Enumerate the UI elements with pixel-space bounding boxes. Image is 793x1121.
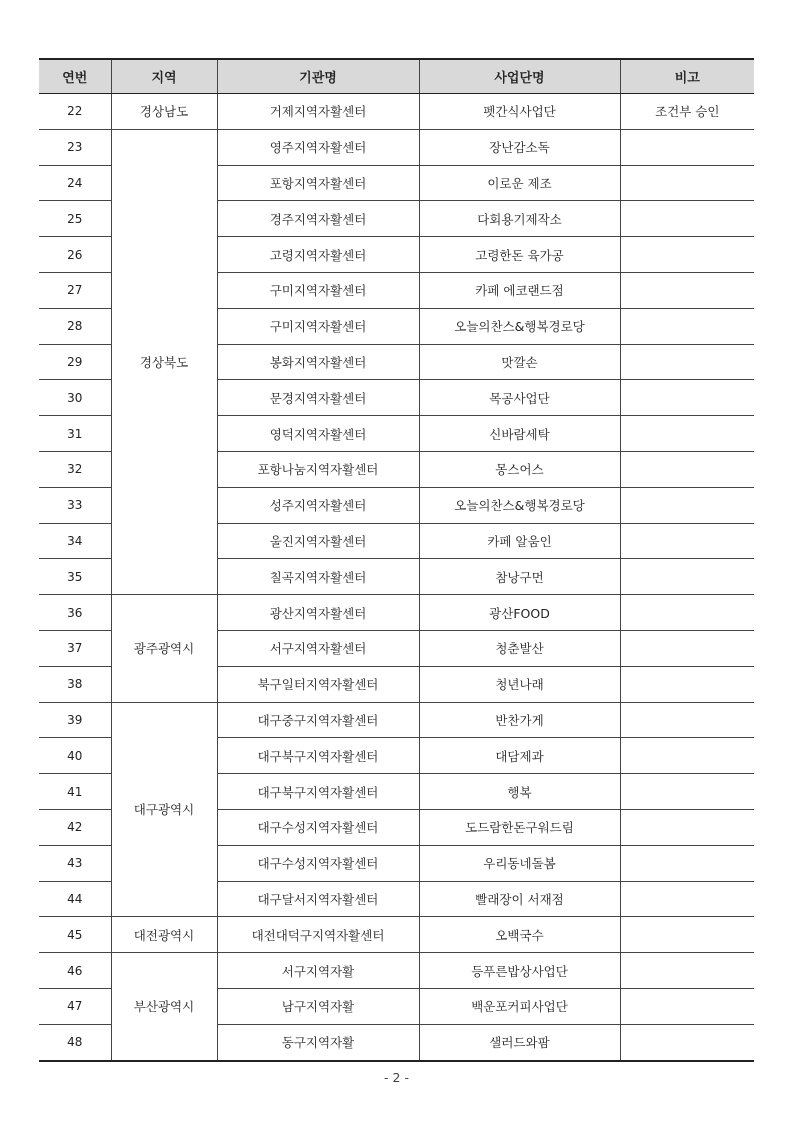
row-number: 24 [39, 165, 111, 201]
business-name: 참낭구먼 [419, 559, 620, 595]
table-header-row [39, 59, 754, 94]
table-body [39, 94, 754, 1061]
note-cell [620, 487, 754, 523]
business-name: 몽스어스 [419, 451, 620, 487]
business-name: 등푸른밥상사업단 [419, 953, 620, 989]
row-number: 38 [39, 666, 111, 702]
row-number: 44 [39, 881, 111, 917]
note-cell [620, 738, 754, 774]
note-cell [620, 451, 754, 487]
table-row [39, 953, 754, 989]
business-name: 장난감소독 [419, 129, 620, 165]
row-number: 25 [39, 201, 111, 237]
row-number: 47 [39, 988, 111, 1024]
region-cell: 부산광역시 [111, 953, 217, 1061]
note-cell [620, 595, 754, 631]
region-cell: 광주광역시 [111, 595, 217, 702]
org-name: 구미지역자활센터 [217, 308, 419, 344]
org-name: 영덕지역자활센터 [217, 416, 419, 452]
row-number: 33 [39, 487, 111, 523]
note-cell [620, 809, 754, 845]
business-name: 오백국수 [419, 917, 620, 953]
org-name: 동구지역자활 [217, 1024, 419, 1060]
note-cell [620, 272, 754, 308]
business-name: 다회용기제작소 [419, 201, 620, 237]
business-name: 우리동네돌봄 [419, 845, 620, 881]
org-name: 대구수성지역자활센터 [217, 845, 419, 881]
org-name: 대구달서지역자활센터 [217, 881, 419, 917]
row-number: 28 [39, 308, 111, 344]
note-cell: 조건부 승인 [620, 94, 754, 130]
row-number: 23 [39, 129, 111, 165]
note-cell [620, 344, 754, 380]
row-number: 43 [39, 845, 111, 881]
business-name: 대담제과 [419, 738, 620, 774]
org-name: 서구지역자활 [217, 953, 419, 989]
org-name: 북구일터지역자활센터 [217, 666, 419, 702]
org-name: 대구북구지역자활센터 [217, 738, 419, 774]
header-region: 지역 [111, 59, 217, 94]
row-number: 26 [39, 237, 111, 273]
business-name: 청년나래 [419, 666, 620, 702]
business-name: 도드람한돈구워드림 [419, 809, 620, 845]
region-cell: 경상남도 [111, 94, 217, 130]
business-name: 목공사업단 [419, 380, 620, 416]
org-name: 서구지역자활센터 [217, 630, 419, 666]
row-number: 40 [39, 738, 111, 774]
note-cell [620, 308, 754, 344]
row-number: 32 [39, 451, 111, 487]
business-name: 고령한돈 육가공 [419, 237, 620, 273]
org-name: 경주지역자활센터 [217, 201, 419, 237]
header-note: 비고 [620, 59, 754, 94]
page-number: - 2 - [384, 1070, 409, 1085]
business-name: 광산FOOD [419, 595, 620, 631]
header-business: 사업단명 [419, 59, 620, 94]
table-row [39, 94, 754, 130]
business-name: 백운포커피사업단 [419, 988, 620, 1024]
row-number: 39 [39, 702, 111, 738]
org-name: 대구수성지역자활센터 [217, 809, 419, 845]
business-name: 청춘발산 [419, 630, 620, 666]
org-name: 거제지역자활센터 [217, 94, 419, 130]
region-cell: 경상북도 [111, 129, 217, 594]
org-name: 칠곡지역자활센터 [217, 559, 419, 595]
business-name: 이로운 제조 [419, 165, 620, 201]
note-cell [620, 129, 754, 165]
table-row [39, 595, 754, 631]
org-name: 울진지역자활센터 [217, 523, 419, 559]
note-cell [620, 881, 754, 917]
business-name: 신바람세탁 [419, 416, 620, 452]
org-name: 포항지역자활센터 [217, 165, 419, 201]
business-name: 펫간식사업단 [419, 94, 620, 130]
note-cell [620, 845, 754, 881]
note-cell [620, 416, 754, 452]
row-number: 22 [39, 94, 111, 130]
header-org: 기관명 [217, 59, 419, 94]
note-cell [620, 702, 754, 738]
row-number: 35 [39, 559, 111, 595]
note-cell [620, 666, 754, 702]
note-cell [620, 988, 754, 1024]
note-cell [620, 774, 754, 810]
org-name: 남구지역자활 [217, 988, 419, 1024]
org-name: 고령지역자활센터 [217, 237, 419, 273]
org-name: 문경지역자활센터 [217, 380, 419, 416]
note-cell [620, 630, 754, 666]
org-name: 영주지역자활센터 [217, 129, 419, 165]
business-name: 오늘의찬스&행복경로당 [419, 308, 620, 344]
table-row [39, 129, 754, 165]
row-number: 37 [39, 630, 111, 666]
org-name: 대구북구지역자활센터 [217, 774, 419, 810]
row-number: 42 [39, 809, 111, 845]
region-cell: 대구광역시 [111, 702, 217, 917]
business-name: 행복 [419, 774, 620, 810]
row-number: 46 [39, 953, 111, 989]
note-cell [620, 201, 754, 237]
org-name: 성주지역자활센터 [217, 487, 419, 523]
row-number: 29 [39, 344, 111, 380]
institution-table [39, 58, 754, 1062]
row-number: 34 [39, 523, 111, 559]
org-name: 대전대덕구지역자활센터 [217, 917, 419, 953]
row-number: 48 [39, 1024, 111, 1060]
note-cell [620, 523, 754, 559]
business-name: 카페 알움인 [419, 523, 620, 559]
region-cell: 대전광역시 [111, 917, 217, 953]
row-number: 45 [39, 917, 111, 953]
note-cell [620, 380, 754, 416]
org-name: 광산지역자활센터 [217, 595, 419, 631]
business-name: 반찬가게 [419, 702, 620, 738]
note-cell [620, 165, 754, 201]
org-name: 구미지역자활센터 [217, 272, 419, 308]
business-name: 샐러드와팜 [419, 1024, 620, 1060]
table-row [39, 702, 754, 738]
table-row [39, 917, 754, 953]
note-cell [620, 917, 754, 953]
business-name: 맛깔손 [419, 344, 620, 380]
note-cell [620, 237, 754, 273]
business-name: 오늘의찬스&행복경로당 [419, 487, 620, 523]
business-name: 카페 에코랜드점 [419, 272, 620, 308]
org-name: 대구중구지역자활센터 [217, 702, 419, 738]
header-no: 연번 [39, 59, 111, 94]
row-number: 31 [39, 416, 111, 452]
row-number: 27 [39, 272, 111, 308]
business-name: 빨래장이 서재점 [419, 881, 620, 917]
note-cell [620, 559, 754, 595]
org-name: 봉화지역자활센터 [217, 344, 419, 380]
org-name: 포항나눔지역자활센터 [217, 451, 419, 487]
row-number: 30 [39, 380, 111, 416]
row-number: 36 [39, 595, 111, 631]
note-cell [620, 1024, 754, 1060]
note-cell [620, 953, 754, 989]
row-number: 41 [39, 774, 111, 810]
